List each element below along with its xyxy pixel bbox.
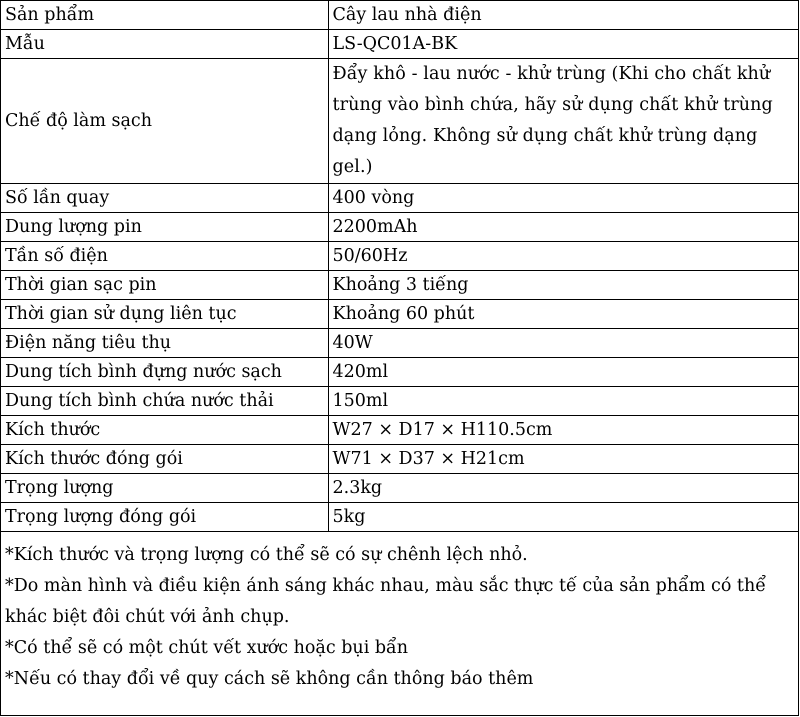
spec-value: LS-QC01A-BK: [328, 30, 798, 59]
table-row: [1, 1, 798, 30]
spec-label: Trọng lượng: [1, 474, 328, 503]
table-row: [1, 503, 798, 532]
spec-value: 40W: [328, 329, 798, 358]
spec-label: Tần số điện: [1, 242, 328, 271]
note-item: *Do màn hình và điều kiện ánh sáng khác nhau, màu sắc thực tế của sản phẩm có thể khác biệt đôi chút với ảnh chụp.: [5, 576, 766, 627]
spec-label: Dung tích bình chứa nước thải: [1, 387, 328, 416]
table-row: [1, 445, 798, 474]
spec-value: 400 vòng: [328, 184, 798, 213]
spec-value: 150ml: [328, 387, 798, 416]
table-row: [1, 271, 798, 300]
table-row: [1, 30, 798, 59]
spec-value: W71 × D37 × H21cm: [328, 445, 798, 474]
table-row: [1, 416, 798, 445]
table-row: [1, 300, 798, 329]
spec-value: 2.3kg: [328, 474, 798, 503]
spec-label: Kích thước: [1, 416, 328, 445]
spec-label: Dung tích bình đựng nước sạch: [1, 358, 328, 387]
spec-label: Dung lượng pin: [1, 213, 328, 242]
notes-section: [1, 532, 798, 695]
spec-label: Kích thước đóng gói: [1, 445, 328, 474]
spec-value: Cây lau nhà điện: [328, 1, 798, 30]
spec-label: Số lần quay: [1, 184, 328, 213]
table-row: [1, 329, 798, 358]
spec-value: W27 × D17 × H110.5cm: [328, 416, 798, 445]
spec-label: Thời gian sạc pin: [1, 271, 328, 300]
table-row: [1, 358, 798, 387]
spec-label: Thời gian sử dụng liên tục: [1, 300, 328, 329]
table-row: [1, 387, 798, 416]
spec-value: 50/60Hz: [328, 242, 798, 271]
table-row: [1, 213, 798, 242]
spec-value: Khoảng 60 phút: [328, 300, 798, 329]
spec-label: Điện năng tiêu thụ: [1, 329, 328, 358]
table-row: [1, 184, 798, 213]
spec-value: Đẩy khô - lau nước - khử trùng (Khi cho chất khử trùng vào bình chứa, hãy sử dụng chất khử trùng dạng lỏng. Không sử dụng chất khử trùng dạng gel.): [328, 59, 798, 184]
table-row: [1, 474, 798, 503]
spec-table: [1, 1, 798, 532]
spec-label: Mẫu: [1, 30, 328, 59]
spec-label: Trọng lượng đóng gói: [1, 503, 328, 532]
spec-label: Sản phẩm: [1, 1, 328, 30]
spec-value: Khoảng 3 tiếng: [328, 271, 798, 300]
spec-value: 2200mAh: [328, 213, 798, 242]
note-item: *Nếu có thay đổi về quy cách sẽ không cần thông báo thêm: [5, 669, 534, 689]
spec-value: 420ml: [328, 358, 798, 387]
table-row: [1, 59, 798, 184]
note-item: *Kích thước và trọng lượng có thể sẽ có sự chênh lệch nhỏ.: [5, 545, 528, 565]
note-item: *Có thể sẽ có một chút vết xước hoặc bụi bẩn: [5, 638, 409, 658]
spec-label: Chế độ làm sạch: [1, 59, 328, 184]
table-row: [1, 242, 798, 271]
spec-value: 5kg: [328, 503, 798, 532]
